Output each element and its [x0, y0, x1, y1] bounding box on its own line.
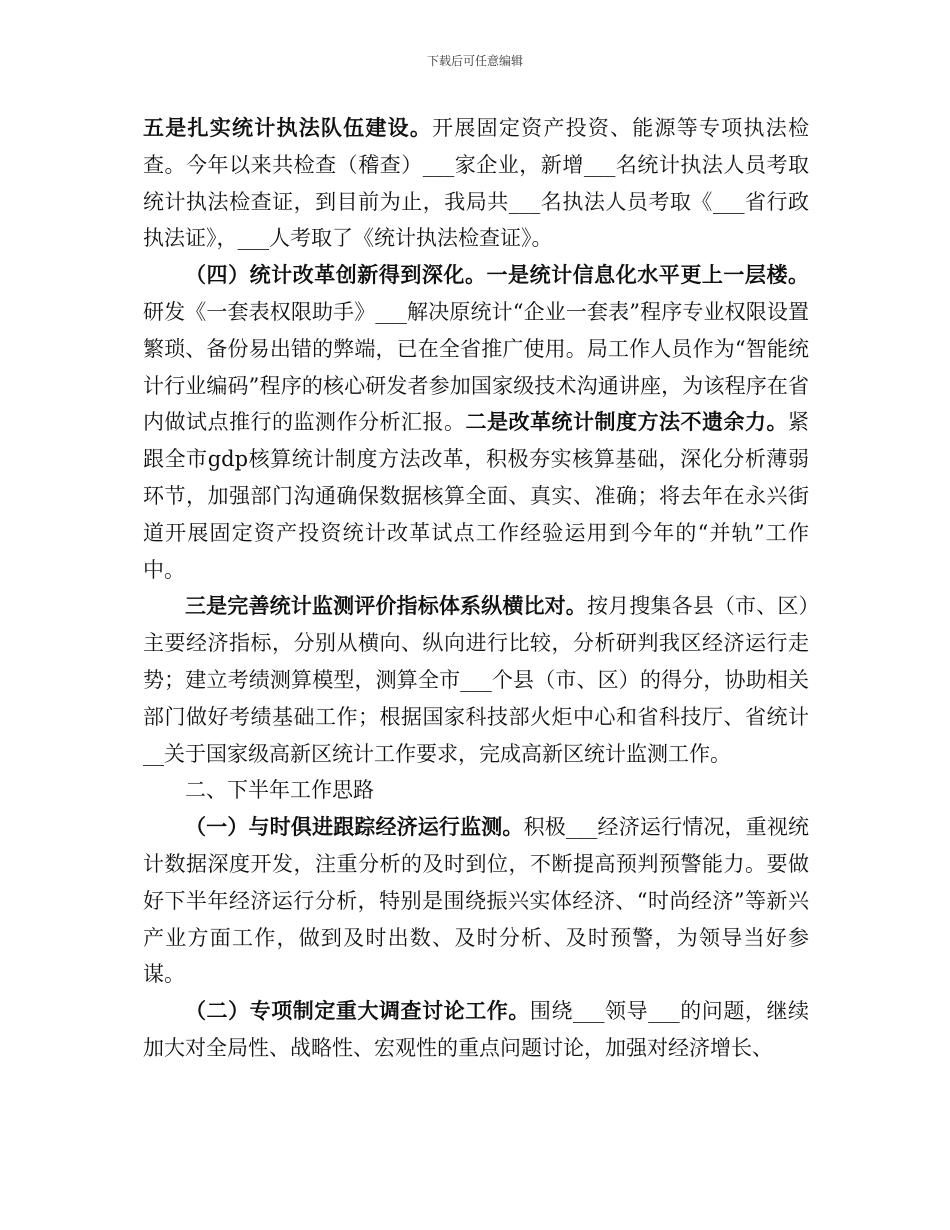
section-heading: [143, 772, 809, 809]
paragraph-1: [143, 110, 809, 257]
paragraph-6-heading: （二）专项制定重大调查讨论工作。: [185, 998, 530, 1024]
paragraph-2: [143, 257, 809, 588]
paragraph-5-heading: （一）与时俱进跟踪经济运行监测。: [185, 814, 524, 840]
paragraph-6: [143, 993, 809, 1067]
paragraph-2-text: 研发《一套表权限助手》___解决原统计“企业一套表”程序专业权限设置繁琐、备份易出错的弊端，已在全省推广使用。局工作人员作为“智能统计行业编码”程序的核心研发者参加国家级技术沟通讲座，为该程序在省内做试点推行的监测作分析汇报。: [143, 299, 809, 435]
paragraph-3-heading: 三是完善统计监测评价指标体系纵横比对。: [185, 593, 587, 619]
paragraph-3-text: 按月搜集各县（市、区）主要经济指标，分别从横向、纵向进行比较，分析研判我区经济运行走势；建立考绩测算模型，测算全市___个县（市、区）的得分，协助相关部门做好考绩基础工作；根据国家科技部火炬中心和省科技厅、省统计__关于国家级高新区统计工作要求，完成高新区统计监测工作。: [143, 594, 810, 766]
paragraph-3: [143, 588, 809, 772]
paragraph-2-heading: （四）统计改革创新得到深化。一是统计信息化水平更上一层楼。: [185, 262, 809, 288]
paragraph-5: [143, 809, 809, 993]
paragraph-1-text: 开展固定资产投资、能源等专项执法检查。今年以来共检查（稽查）___家企业，新增___名统计执法人员考取统计执法检查证，到目前为止，我局共___名执法人员考取《___省行政执法证》，___人考取了《统计执法检查证》。: [143, 116, 810, 251]
paragraph-5-text: 积极___经济运行情况，重视统计数据深度开发，注重分析的及时到位，不断提高预判预警能力。要做好下半年经济运行分析，特别是围绕振兴实体经济、“时尚经济”等新兴产业方面工作，做到及时出数、及时分析、及时预警，为领导当好参谋。: [143, 815, 810, 987]
page-header: 下载后可任意编辑: [426, 54, 523, 68]
paragraph-6-text: 围绕___领导___的问题，继续加大对全局性、战略性、宏观性的重点问题讨论，加强对经济增长、: [143, 999, 810, 1060]
paragraph-2-subheading: 二是改革统计制度方法不遗余力。: [465, 409, 788, 435]
paragraph-2-text-2: 紧跟全市gdp核算统计制度方法改革，积极夯实核算基础，深化分析薄弱环节，加强部门沟通确保数据核算全面、真实、准确；将去年在永兴街道开展固定资产投资统计改革试点工作经验运用到今年的“并轨”工作中。: [143, 410, 809, 582]
document-body: [143, 110, 809, 1067]
paragraph-1-heading: 五是扎实统计执法队伍建设。: [143, 115, 433, 140]
section-heading-text: 二、下半年工作思路: [185, 778, 374, 803]
